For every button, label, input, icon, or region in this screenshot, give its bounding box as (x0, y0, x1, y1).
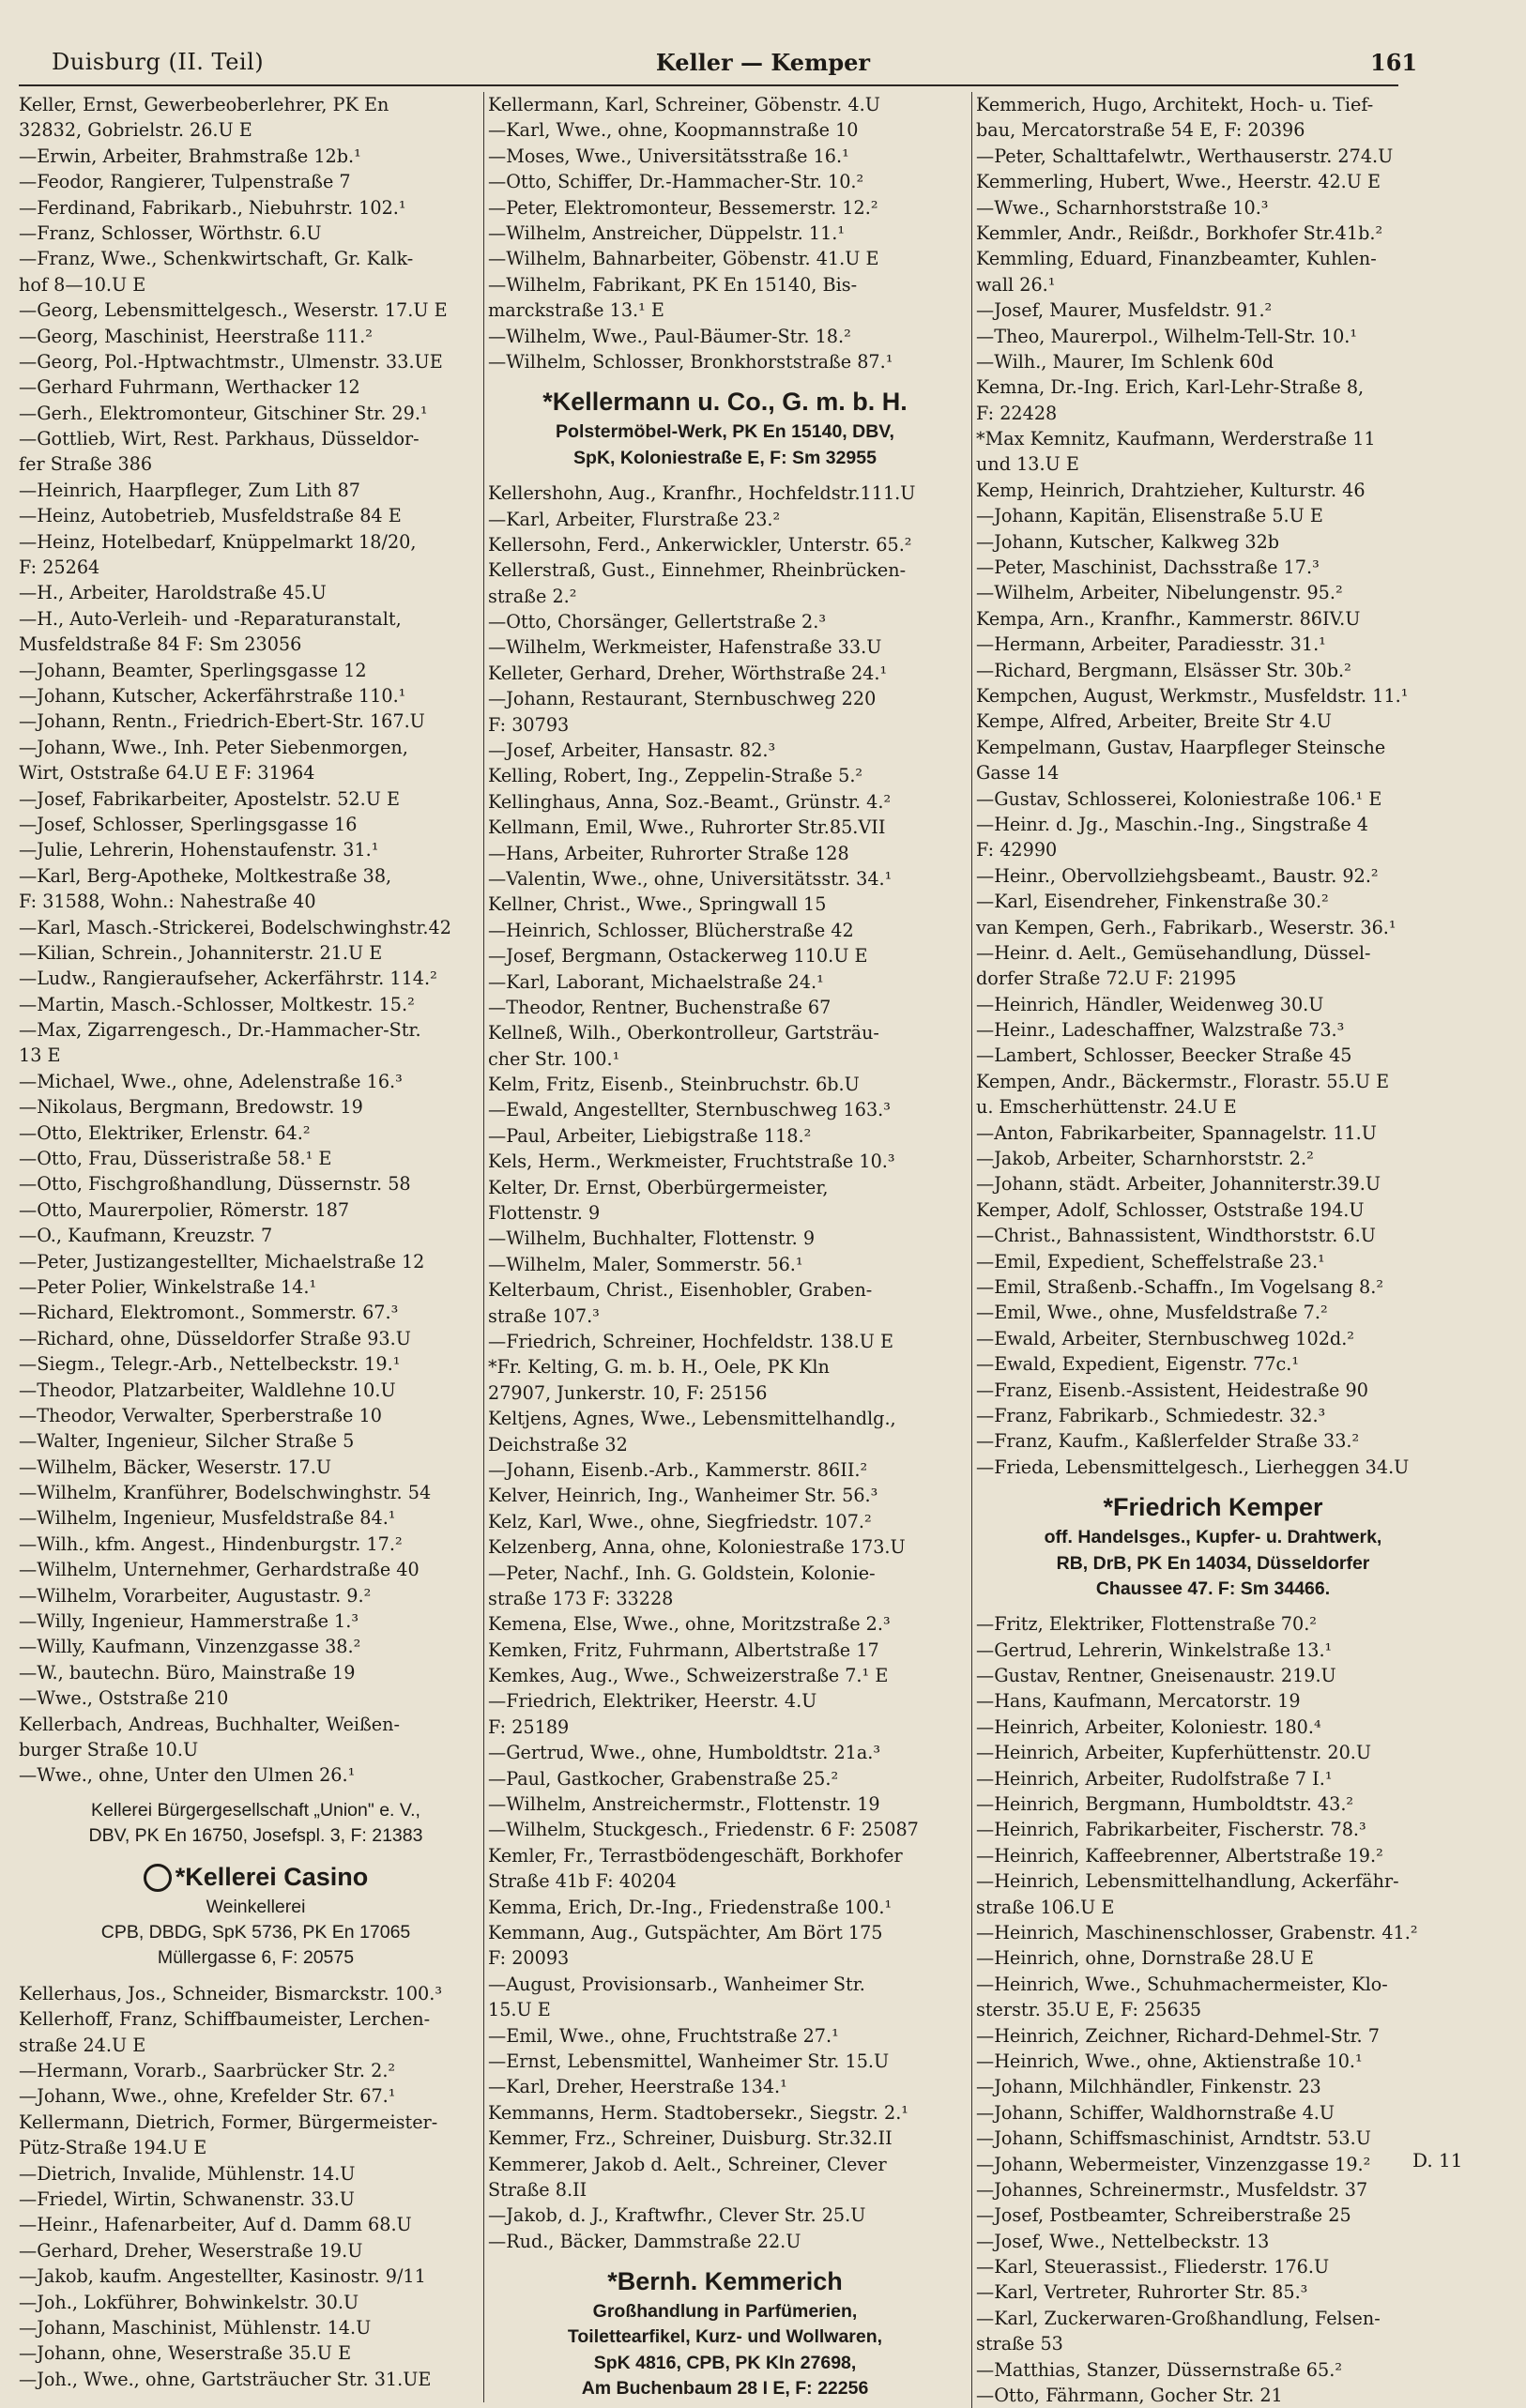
directory-entry-line: —Karl, Eisendreher, Finkenstraße 30.² (976, 891, 1329, 913)
directory-entry-line: —Wilhelm, Buchhalter, Flottenstr. 9 (488, 1227, 816, 1250)
directory-entry-line: 32832, Gobrielstr. 26.U E (19, 119, 252, 142)
directory-entry-line: —Wilhelm, Werkmeister, Hafenstraße 33.U (488, 636, 882, 659)
business-block-kellerei-casino (19, 1859, 493, 1972)
directory-entry-line: —Ernst, Lebensmittel, Wanheimer Str. 15.U (488, 2050, 890, 2072)
directory-entry-line: —Jakob, Arbeiter, Scharnhorststr. 2.² (976, 1148, 1314, 1170)
page-number: 161 (1370, 49, 1418, 76)
directory-entry-line: —Johann, Milchhändler, Finkenstr. 23 (976, 2076, 1321, 2098)
directory-entry-line: —Josef, Maurer, Musfeldstr. 91.² (976, 299, 1273, 322)
directory-entry-line: —Heinz, Autobetrieb, Musfeldstraße 84 E (19, 505, 402, 527)
directory-entry-line: Kelz, Karl, Wwe., ohne, Siegfriedstr. 107.² (488, 1510, 872, 1532)
directory-entry-line: van Kempen, Gerh., Fabrikarb., Weserstr. 36.¹ (976, 916, 1396, 938)
directory-entry-line: Kelling, Robert, Ing., Zeppelin-Straße 5.² (488, 765, 863, 787)
directory-entry-line: —Heinrich, Zeichner, Richard-Dehmel-Str. 7 (976, 2024, 1380, 2047)
directory-entry-line: —Josef, Schlosser, Sperlingsgasse 16 (19, 813, 358, 835)
directory-entry-line: —Otto, Maurerpolier, Römerstr. 187 (19, 1198, 350, 1221)
directory-entry-line: Kemna, Dr.-Ing. Erich, Karl-Lehr-Straße 8, (976, 376, 1365, 399)
directory-entry-line: —Christ., Bahnassistent, Windthorststr. 6.U (976, 1225, 1376, 1247)
business-title: *Friedrich Kemper (1103, 1493, 1323, 1522)
directory-entry-line: cher Str. 100.¹ (488, 1047, 620, 1070)
header-city: Duisburg (II. Teil) (52, 49, 265, 75)
directory-entry-line: —Gerhard Fuhrmann, Werthacker 12 (19, 376, 360, 399)
directory-entry-line: —Johann, Eisenb.-Arb., Kammerstr. 86II.² (488, 1458, 868, 1481)
directory-entry-line: —Johann, Wwe., ohne, Krefelder Str. 67.¹ (19, 2085, 396, 2108)
business-block-kellerei-union (19, 1798, 493, 1850)
directory-entry-line: —Heinrich, Lebensmittelhandlung, Ackerfähr- (976, 1870, 1399, 1893)
directory-entry-line: —Heinrich, Haarpfleger, Zum Lith 87 (19, 479, 360, 501)
directory-entry-line: —Johann, städt. Arbeiter, Johanniterstr.39.U (976, 1173, 1381, 1196)
directory-entry-line: —Friedrich, Schreiner, Hochfeldstr. 138.U E (488, 1331, 894, 1352)
directory-entry-line: —O., Kaufmann, Kreuzstr. 7 (19, 1225, 273, 1247)
directory-entry-line: —Franz, Fabrikarb., Schmiedestr. 32.³ (976, 1404, 1326, 1426)
directory-entry-line: straße 53 (976, 2333, 1063, 2355)
directory-entry-line: —Karl, Dreher, Heerstraße 134.¹ (488, 2076, 787, 2098)
directory-entry-line: Kemmer, Frz., Schreiner, Duisburg. Str.32.II (488, 2127, 893, 2150)
directory-entry-line: —Hans, Arbeiter, Ruhrorter Straße 128 (488, 842, 849, 864)
directory-entry-line: Keltjens, Agnes, Wwe., Lebensmittelhandlg., (488, 1408, 896, 1430)
directory-entry-line: Kellinghaus, Anna, Soz.-Beamt., Grünstr. 4.² (488, 790, 892, 813)
directory-entry-line: —Jakob, kaufm. Angestellter, Kasinostr. 9/11 (19, 2265, 426, 2288)
directory-entry-line: —Hermann, Arbeiter, Paradiesstr. 31.¹ (976, 633, 1326, 656)
directory-entry-line: 15.U E (488, 1999, 551, 2021)
business-line: Weinkellerei (206, 1896, 306, 1917)
directory-entry-line: Kelleter, Gerhard, Dreher, Wörthstraße 24.¹ (488, 662, 888, 684)
directory-entry-line: —Heinr. d. Aelt., Gemüsehandlung, Düssel- (976, 941, 1371, 964)
directory-entry-line: —Johann, Webermeister, Vinzenzgasse 19.² (976, 2153, 1371, 2175)
directory-entry-line: —Johann, Schiffsmaschinist, Arndtstr. 53.U (976, 2127, 1371, 2150)
directory-entry-line: —Emil, Wwe., ohne, Musfeldstraße 7.² (976, 1302, 1328, 1324)
directory-entry-line: —Heinrich, Bergmann, Humboldtstr. 43.² (976, 1793, 1354, 1816)
directory-entry-line: Kelzenberg, Anna, ohne, Koloniestraße 173.U (488, 1536, 906, 1559)
directory-entry-line: —Wilhelm, Unternehmer, Gerhardstraße 40 (19, 1559, 420, 1581)
directory-entry-line: —Karl, Wwe., ohne, Koopmannstraße 10 (488, 119, 859, 142)
directory-entry-line: hof 8—10.U E (19, 273, 146, 296)
directory-entry-line: —Wilhelm, Anstreichermstr., Flottenstr. 19 (488, 1793, 880, 1816)
directory-entry-line: Straße 41b F: 40204 (488, 1870, 677, 1893)
directory-entry-line: —Anton, Fabrikarbeiter, Spannagelstr. 11.U (976, 1121, 1377, 1144)
directory-entry-line: Kemma, Erich, Dr.-Ing., Friedenstraße 100.¹ (488, 1896, 893, 1918)
directory-entry-line: —Ferdinand, Fabrikarb., Niebuhrstr. 102.¹ (19, 196, 406, 219)
business-line: Am Buchenbaum 28 I E, F: 22256 (581, 2378, 869, 2400)
directory-entry-line: —Theodor, Platzarbeiter, Waldlehne 10.U (19, 1379, 396, 1401)
page-header (0, 0, 1526, 90)
directory-entry-line: —Theo, Maurerpol., Wilhelm-Tell-Str. 10.¹ (976, 325, 1358, 347)
directory-entry-line: —Karl, Steuerassist., Fliederstr. 176.U (976, 2256, 1330, 2278)
directory-entry-line: —Joh., Lokführer, Bohwinkelstr. 30.U (19, 2291, 359, 2313)
directory-entry-line: —Ewald, Arbeiter, Sternbuschweg 102d.² (976, 1327, 1354, 1349)
directory-entry-line: marckstraße 13.¹ E (488, 299, 664, 322)
directory-entry-line: —Josef, Bergmann, Ostackerweg 110.U E (488, 945, 868, 968)
directory-entry-line: —Walter, Ingenieur, Silcher Straße 5 (19, 1430, 355, 1453)
page-reference: D. 11 (1412, 2149, 1463, 2172)
directory-entry-line: —Wilhelm, Schlosser, Bronkhorststraße 87.¹ (488, 350, 893, 373)
company-logo-icon (144, 1864, 172, 1892)
directory-entry-line: —Heinr. d. Jg., Maschin.-Ing., Singstraße 4 (976, 813, 1368, 835)
directory-entry-line: —Heinrich, Arbeiter, Rudolfstraße 7 I.¹ (976, 1767, 1333, 1790)
directory-entry-line: —Wwe., Oststraße 210 (19, 1687, 229, 1710)
directory-entry-line: Kellerhoff, Franz, Schiffbaumeister, Lerchen- (19, 2008, 431, 2031)
business-title: *Kellerei Casino (175, 1862, 369, 1891)
directory-entry-line: Kemena, Else, Wwe., ohne, Moritzstraße 2.³ (488, 1613, 891, 1636)
business-title: *Bernh. Kemmerich (607, 2267, 843, 2296)
directory-entry-line: —Heinrich, Händler, Weidenweg 30.U (976, 993, 1324, 1015)
header-name-range: Keller — Kemper (655, 49, 871, 76)
directory-entry-line: —Heinz, Hotelbedarf, Knüppelmarkt 18/20, (19, 530, 417, 553)
directory-entry-line: —Willy, Kaufmann, Vinzenzgasse 38.² (19, 1636, 361, 1658)
column-3 (971, 92, 1450, 2408)
directory-entry-line: Kellermann, Karl, Schreiner, Göbenstr. 4.U (488, 94, 880, 115)
business-line: off. Handelsges., Kupfer- u. Drahtwerk, (1044, 1527, 1382, 1548)
directory-entry-line: —Wilhelm, Ingenieur, Musfeldstraße 84.¹ (19, 1507, 396, 1530)
directory-entry-line: —Heinr., Ladeschaffner, Walzstraße 73.³ (976, 1019, 1345, 1042)
directory-entry-line: —Johann, Kutscher, Ackerfährstraße 110.¹ (19, 684, 406, 707)
directory-entry-line: —Peter Polier, Winkelstraße 14.¹ (19, 1275, 317, 1298)
directory-entry-line: —Johann, Kutscher, Kalkweg 32b (976, 530, 1280, 553)
directory-entry-line: —Gerh., Elektromonteur, Gitschiner Str. 29.¹ (19, 402, 428, 424)
directory-entry-line: F: 42990 (976, 839, 1058, 861)
directory-entry-line: —Wilhelm, Anstreicher, Düppelstr. 11.¹ (488, 221, 846, 244)
business-line: Polstermöbel-Werk, PK En 15140, DBV, (556, 421, 894, 443)
directory-entry-line: —Joh., Wwe., ohne, Gartsträucher Str. 31.UE (19, 2368, 432, 2390)
directory-entry-line: Kellerbach, Andreas, Buchhalter, Weißen- (19, 1713, 400, 1735)
directory-entry-line: —Richard, Elektromont., Sommerstr. 67.³ (19, 1302, 399, 1324)
directory-entry-line: Gasse 14 (976, 762, 1060, 785)
directory-entry-line: Kemper, Adolf, Schlosser, Oststraße 194.U (976, 1198, 1365, 1221)
directory-entry-line: —Johannes, Schreinermstr., Musfeldstr. 37 (976, 2178, 1368, 2201)
directory-entry-line: —Heinrich, Wwe., ohne, Aktienstraße 10.¹ (976, 2050, 1363, 2072)
directory-entry-line: —Richard, Bergmann, Elsässer Str. 30b.² (976, 659, 1351, 681)
directory-entry-line: Wirt, Oststraße 64.U E F: 31964 (19, 762, 315, 785)
directory-entry-line: —Wilh., kfm. Angest., Hindenburgstr. 17.² (19, 1532, 403, 1555)
directory-entry-line: —Matthias, Stanzer, Düssernstraße 65.² (976, 2358, 1343, 2381)
directory-entry-line: —Wilhelm, Bahnarbeiter, Göbenstr. 41.U E (488, 248, 879, 270)
directory-entry-line: —Wwe., Scharnhorststraße 10.³ (976, 196, 1269, 219)
column-2 (483, 92, 962, 2402)
business-line: SpK, Koloniestraße E, F: Sm 32955 (573, 447, 877, 468)
directory-entry-line: —Paul, Arbeiter, Liebigstraße 118.² (488, 1124, 812, 1147)
directory-entry-line: Kellermann, Dietrich, Former, Bürgermeister- (19, 2111, 438, 2133)
directory-entry-line: —Gertrud, Lehrerin, Winkelstraße 13.¹ (976, 1638, 1333, 1661)
directory-entry-line: —Erwin, Arbeiter, Brahmstraße 12b.¹ (19, 145, 361, 167)
directory-entry-line: 27907, Junkerstr. 10, F: 25156 (488, 1381, 768, 1404)
directory-entry-line: dorfer Straße 72.U F: 21995 (976, 968, 1237, 990)
directory-entry-line: —Lambert, Schlosser, Beecker Straße 45 (976, 1044, 1352, 1067)
directory-entry-line: bau, Mercatorstraße 54 E, F: 20396 (976, 119, 1305, 142)
directory-entry-line: —Ewald, Angestellter, Sternbuschweg 163.³ (488, 1099, 891, 1121)
directory-entry-line: Straße 8.II (488, 2178, 588, 2201)
directory-entry-line: —Gerhard, Dreher, Weserstraße 19.U (19, 2239, 363, 2262)
directory-entry-line: Deichstraße 32 (488, 1433, 628, 1455)
business-block-friedrich-kemper (976, 1489, 1450, 1602)
directory-entry-line: —Heinrich, Schlosser, Blücherstraße 42 (488, 919, 854, 941)
directory-entry-line: —Feodor, Rangierer, Tulpenstraße 7 (19, 171, 351, 193)
directory-entry-line: —Johann, Beamter, Sperlingsgasse 12 (19, 659, 367, 681)
directory-entry-line: —Wilhelm, Wwe., Paul-Bäumer-Str. 18.² (488, 325, 851, 347)
directory-entry-line: Kelver, Heinrich, Ing., Wanheimer Str. 56.³ (488, 1485, 878, 1507)
column-2-entries-b (488, 480, 962, 2254)
directory-entry-line: Kemmler, Andr., Reißdr., Borkhofer Str.41b.² (976, 221, 1383, 244)
directory-entry-line: —August, Provisionsarb., Wanheimer Str. (488, 1973, 865, 1995)
directory-entry-line: —Georg, Maschinist, Heerstraße 111.² (19, 325, 373, 347)
business-line: Großhandlung in Parfümerien, (592, 2301, 858, 2323)
directory-entry-line: —Jakob, d. J., Kraftwfhr., Clever Str. 25.U (488, 2204, 866, 2227)
directory-entry-line: —Karl, Berg-Apotheke, Moltkestraße 38, (19, 864, 392, 887)
directory-entry-line: Kempchen, August, Werkmstr., Musfeldstr. 11.¹ (976, 684, 1409, 707)
directory-entry-line: —Emil, Wwe., ohne, Fruchtstraße 27.¹ (488, 2024, 839, 2047)
business-line: SpK 4816, CPB, PK Kln 27698, (593, 2352, 857, 2373)
business-line: RB, DrB, PK En 14034, Düsseldorfer (1056, 1552, 1370, 1574)
directory-entry-line: —Siegm., Telegr.-Arb., Nettelbeckstr. 19.¹ (19, 1353, 401, 1376)
directory-entry-line: —Johann, ohne, Weserstraße 35.U E (19, 2342, 352, 2365)
directory-entry-line: —Nikolaus, Bergmann, Bredowstr. 19 (19, 1096, 363, 1119)
directory-entry-line: —Georg, Lebensmittelgesch., Weserstr. 17.U E (19, 299, 448, 322)
column-1-entries-b (19, 1981, 493, 2392)
directory-entry-line: sterstr. 35.U E, F: 25635 (976, 1999, 1202, 2021)
directory-entry-line: —Wwe., ohne, Unter den Ulmen 26.¹ (19, 1764, 356, 1787)
directory-entry-line: —W., bautechn. Büro, Mainstraße 19 (19, 1661, 356, 1684)
directory-entry-line: —Wilhelm, Kranführer, Bodelschwinghstr. 54 (19, 1482, 432, 1504)
directory-entry-line: —Fritz, Elektriker, Flottenstraße 70.² (976, 1613, 1317, 1636)
directory-entry-line: —Franz, Schlosser, Wörthstr. 6.U (19, 221, 322, 244)
directory-entry-line: —Otto, Fischgroßhandlung, Düssernstr. 58 (19, 1173, 411, 1196)
directory-entry-line: Kellerstraß, Gust., Einnehmer, Rheinbrücken- (488, 559, 907, 582)
directory-entry-line: —Ludw., Rangieraufseher, Ackerfährstr. 114.² (19, 968, 437, 990)
business-line: Kellerei Bürgergesellschaft „Union" e. V., (91, 1799, 420, 1821)
directory-entry-line: und 13.U E (976, 453, 1079, 476)
directory-entry-line: —Heinr., Obervollziehgsbeamt., Baustr. 92.² (976, 864, 1379, 887)
directory-entry-line: Kemmerer, Jakob d. Aelt., Schreiner, Clever (488, 2153, 887, 2175)
directory-entry-line: —Johann, Kapitän, Elisenstraße 5.U E (976, 505, 1323, 527)
directory-entry-line: Kelterbaum, Christ., Eisenhobler, Graben- (488, 1279, 873, 1302)
directory-entry-line: —Heinrich, Maschinenschlosser, Grabenstr. 41.² (976, 1922, 1418, 1943)
business-title: *Kellermann u. Co., G. m. b. H. (542, 388, 908, 417)
directory-entry-line: —Martin, Masch.-Schlosser, Moltkestr. 15.² (19, 993, 415, 1015)
directory-entry-line: F: 25189 (488, 1715, 570, 1738)
directory-entry-line: —Friedel, Wirtin, Schwanenstr. 33.U (19, 2187, 355, 2210)
directory-entry-line: —Heinrich, Arbeiter, Kupferhüttenstr. 20.U (976, 1742, 1372, 1764)
directory-entry-line: —Michael, Wwe., ohne, Adelenstraße 16.³ (19, 1070, 403, 1092)
column-1-entries-a (19, 92, 493, 1789)
directory-entry-line: —Wilhelm, Arbeiter, Nibelungenstr. 95.² (976, 582, 1343, 604)
directory-entry-line: —Wilh., Maurer, Im Schlenk 60d (976, 350, 1274, 373)
directory-entry-line: straße 107.³ (488, 1304, 600, 1327)
directory-entry-line: —Emil, Straßenb.-Schaffn., Im Vogelsang 8.² (976, 1275, 1384, 1298)
directory-entry-line: Kemmerling, Hubert, Wwe., Heerstr. 42.U E (976, 171, 1381, 193)
directory-entry-line: —Gustav, Rentner, Gneisenaustr. 219.U (976, 1665, 1336, 1687)
business-block-kemmerich (488, 2263, 962, 2402)
directory-entry-line: —Karl, Zuckerwaren-Großhandlung, Felsen- (976, 2307, 1381, 2329)
directory-entry-line: —Max, Zigarrengesch., Dr.-Hammacher-Str. (19, 1019, 421, 1042)
directory-entry-line: —Hermann, Vorarb., Saarbrücker Str. 2.² (19, 2059, 396, 2081)
directory-entry-line: —Otto, Frau, Düsseristraße 58.¹ E (19, 1148, 332, 1170)
directory-entry-line: —Heinrich, Kaffeebrenner, Albertstraße 19.² (976, 1844, 1383, 1867)
directory-entry-line: —Willy, Ingenieur, Hammerstraße 1.³ (19, 1610, 359, 1633)
directory-entry-line: —Heinrich, ohne, Dornstraße 28.U E (976, 1947, 1314, 1970)
directory-entry-line: F: 22428 (976, 402, 1058, 424)
directory-entry-line: —Otto, Fährmann, Gocher Str. 21 (976, 2385, 1283, 2407)
directory-entry-line: —Karl, Laborant, Michaelstraße 24.¹ (488, 970, 824, 993)
directory-entry-line: —Friedrich, Elektriker, Heerstr. 4.U (488, 1690, 817, 1713)
directory-entry-line: straße 106.U E (976, 1896, 1115, 1918)
directory-entry-line: Kemmerich, Hugo, Architekt, Hoch- u. Tief- (976, 94, 1374, 115)
directory-entry-line: —Franz, Wwe., Schenkwirtschaft, Gr. Kalk- (19, 248, 414, 270)
directory-entry-line: —Wilhelm, Fabrikant, PK En 15140, Bis- (488, 273, 858, 296)
directory-entry-line: Kellershohn, Aug., Kranfhr., Hochfeldstr.111.U (488, 482, 916, 505)
directory-entry-line: Kemmann, Aug., Gutspächter, Am Bört 175 (488, 1921, 883, 1943)
directory-entry-line: —Johann, Rentn., Friedrich-Ebert-Str. 167.U (19, 710, 425, 733)
directory-entry-line: —Valentin, Wwe., ohne, Universitätsstr. 34.¹ (488, 867, 893, 890)
directory-entry-line: Kempe, Alfred, Arbeiter, Breite Str 4.U (976, 710, 1332, 733)
directory-entry-line: wall 26.¹ (976, 273, 1056, 296)
business-line: Müllergasse 6, F: 20575 (157, 1947, 355, 1969)
directory-entry-line: —Heinrich, Fabrikarbeiter, Fischerstr. 78.³ (976, 1819, 1366, 1841)
directory-entry-line: F: 25264 (19, 556, 100, 579)
directory-entry-line: Flottenstr. 9 (488, 1202, 601, 1225)
directory-entry-line: —Josef, Arbeiter, Hansastr. 82.³ (488, 739, 776, 762)
directory-entry-line: —Wilhelm, Stuckgesch., Friedenstr. 6 F: 25087 (488, 1819, 919, 1841)
business-line: Chaussee 47. F: Sm 34466. (1095, 1577, 1331, 1599)
directory-entry-line: —Heinrich, Arbeiter, Koloniestr. 180.⁴ (976, 1715, 1321, 1738)
directory-entry-line: —Heinrich, Wwe., Schuhmachermeister, Klo- (976, 1973, 1388, 1995)
column-2-entries-a (488, 92, 962, 374)
business-block-kellermann-co (488, 384, 962, 471)
column-1 (19, 92, 493, 2392)
directory-entry-line: —Wilhelm, Vorarbeiter, Augustastr. 9.² (19, 1584, 372, 1607)
directory-entry-line: —Ewald, Expedient, Eigenstr. 77c.¹ (976, 1353, 1300, 1376)
directory-entry-line: Kemkes, Aug., Wwe., Schweizerstraße 7.¹ E (488, 1665, 889, 1687)
directory-entry-line: —Franz, Eisenb.-Assistent, Heidestraße 90 (976, 1379, 1368, 1401)
directory-entry-line: u. Emscherhüttenstr. 24.U E (976, 1096, 1237, 1119)
directory-entry-line: —Gottlieb, Wirt, Rest. Parkhaus, Düsseldor- (19, 428, 420, 450)
directory-entry-line: Keller, Ernst, Gewerbeoberlehrer, PK En (19, 94, 389, 115)
directory-entry-line: —Johann, Restaurant, Sternbuschweg 220 (488, 688, 877, 710)
directory-entry-line: —Karl, Arbeiter, Flurstraße 23.² (488, 508, 781, 530)
directory-entry-line: —Heinr., Hafenarbeiter, Auf d. Damm 68.U (19, 2214, 412, 2236)
directory-entry-line: 13 E (19, 1044, 61, 1067)
directory-entry-line: —Wilhelm, Maler, Sommerstr. 56.¹ (488, 1253, 803, 1275)
directory-entry-line: *Fr. Kelting, G. m. b. H., Oele, PK Kln (488, 1356, 830, 1379)
directory-entry-line: straße 173 F: 33228 (488, 1587, 674, 1609)
directory-entry-line: —Josef, Postbeamter, Schreiberstraße 25 (976, 2204, 1351, 2227)
directory-entry-line: —Johann, Schiffer, Waldhornstraße 4.U (976, 2101, 1335, 2124)
directory-entry-line: straße 24.U E (19, 2034, 146, 2056)
directory-entry-line: —Paul, Gastkocher, Grabenstraße 25.² (488, 1767, 839, 1790)
directory-entry-line: Kelter, Dr. Ernst, Oberbürgermeister, (488, 1176, 829, 1198)
directory-entry-line: —Dietrich, Invalide, Mühlenstr. 14.U (19, 2162, 356, 2185)
directory-entry-line: Kempa, Arn., Kranfhr., Kammerstr. 86IV.U (976, 607, 1361, 630)
directory-entry-line: F: 31588, Wohn.: Nahestraße 40 (19, 891, 316, 913)
directory-entry-line: Kemmling, Eduard, Finanzbeamter, Kuhlen- (976, 248, 1377, 270)
directory-entry-line: —H., Arbeiter, Haroldstraße 45.U (19, 582, 327, 604)
directory-entry-line: Kempen, Andr., Bäckermstr., Florastr. 55.U E (976, 1070, 1390, 1092)
directory-entry-line: Kemp, Heinrich, Drahtzieher, Kulturstr. 46 (976, 479, 1366, 501)
directory-entry-line: Musfeldstraße 84 F: Sm 23056 (19, 633, 302, 656)
directory-entry-line: Pütz-Straße 194.U E (19, 2137, 207, 2159)
column-3-entries-a (976, 92, 1450, 1480)
directory-entry-line: —Karl, Vertreter, Ruhrorter Str. 85.³ (976, 2281, 1308, 2304)
business-line: DBV, PK En 16750, Josefspl. 3, F: 21383 (88, 1825, 423, 1847)
directory-entry-line: —Rud., Bäcker, Dammstraße 22.U (488, 2230, 801, 2252)
directory-entry-line: —Theodor, Verwalter, Sperberstraße 10 (19, 1404, 382, 1426)
directory-entry-line: —Gertrud, Wwe., ohne, Humboldtstr. 21a.³ (488, 1742, 881, 1764)
directory-entry-line: —Frieda, Lebensmittelgesch., Lierheggen 34.U (976, 1455, 1410, 1478)
directory-entry-line: F: 30793 (488, 713, 570, 736)
directory-entry-line: —Josef, Fabrikarbeiter, Apostelstr. 52.U E (19, 787, 400, 810)
directory-entry-line: —Josef, Wwe., Nettelbeckstr. 13 (976, 2230, 1270, 2252)
directory-entry-line: Kellersohn, Ferd., Ankerwickler, Unterstr. 65.² (488, 533, 912, 556)
directory-entry-line: —Theodor, Rentner, Buchenstraße 67 (488, 996, 832, 1018)
directory-entry-line: straße 2.² (488, 585, 577, 607)
directory-entry-line: —Georg, Pol.-Hptwachtmstr., Ulmenstr. 33.UE (19, 350, 443, 373)
directory-entry-line: —Peter, Schalttafelwtr., Werthauserstr. 274.U (976, 145, 1394, 167)
directory-entry-line: —Gustav, Schlosserei, Koloniestraße 106.¹ E (976, 787, 1382, 810)
directory-entry-line: —Otto, Schiffer, Dr.-Hammacher-Str. 10.² (488, 171, 864, 193)
directory-entry-line: Kemmanns, Herm. Stadtobersekr., Siegstr. 2.¹ (488, 2101, 908, 2124)
directory-entry-line: Kels, Herm., Werkmeister, Fruchtstraße 10.³ (488, 1151, 895, 1173)
directory-entry-line: fer Straße 386 (19, 453, 153, 476)
directory-entry-line: *Max Kemnitz, Kaufmann, Werderstraße 11 (976, 428, 1376, 450)
header-rule (19, 84, 1398, 86)
directory-entry-line: —Otto, Elektriker, Erlenstr. 64.² (19, 1121, 311, 1144)
column-3-entries-b (976, 1611, 1450, 2408)
directory-entry-line: —Peter, Nachf., Inh. G. Goldstein, Kolonie- (488, 1562, 876, 1584)
directory-entry-line: burger Straße 10.U (19, 1739, 199, 1760)
directory-entry-line: —H., Auto-Verleih- und -Reparaturanstalt, (19, 607, 402, 630)
directory-entry-line: Kellmann, Emil, Wwe., Ruhrorter Str.85.VII (488, 816, 886, 839)
directory-entry-line: —Johann, Wwe., Inh. Peter Siebenmorgen, (19, 736, 408, 758)
directory-entry-line: Kempelmann, Gustav, Haarpfleger Steinsche (976, 736, 1386, 758)
directory-entry-line: —Otto, Chorsänger, Gellertstraße 2.³ (488, 611, 827, 633)
directory-entry-line: F: 20093 (488, 1947, 570, 1970)
directory-entry-line: —Wilhelm, Bäcker, Weserstr. 17.U (19, 1455, 332, 1478)
directory-entry-line: —Peter, Maschinist, Dachsstraße 17.³ (976, 556, 1320, 579)
directory-entry-line: Kellerhaus, Jos., Schneider, Bismarckstr. 100.³ (19, 1982, 443, 2004)
directory-entry-line: Kellner, Christ., Wwe., Springwall 15 (488, 893, 827, 916)
directory-entry-line: —Richard, ohne, Düsseldorfer Straße 93.U (19, 1327, 411, 1349)
directory-entry-line: —Johann, Maschinist, Mühlenstr. 14.U (19, 2316, 372, 2339)
directory-entry-line: —Moses, Wwe., Universitätsstraße 16.¹ (488, 145, 849, 167)
business-line: Toilettearfikel, Kurz- und Wollwaren, (567, 2326, 883, 2348)
directory-entry-line: —Hans, Kaufmann, Mercatorstr. 19 (976, 1690, 1301, 1713)
directory-entry-line: —Peter, Elektromonteur, Bessemerstr. 12.² (488, 196, 878, 219)
directory-entry-line: —Julie, Lehrerin, Hohenstaufenstr. 31.¹ (19, 839, 379, 861)
directory-entry-line: —Kilian, Schrein., Johanniterstr. 21.U E (19, 941, 383, 964)
directory-entry-line: Kellneß, Wilh., Oberkontrolleur, Gartsträu- (488, 1022, 879, 1044)
directory-entry-line: Kemler, Fr., Terrastbödengeschäft, Borkhofer (488, 1844, 903, 1867)
directory-entry-line: —Peter, Justizangestellter, Michaelstraße 12 (19, 1250, 425, 1273)
directory-entry-line: —Franz, Kaufm., Kaßlerfelder Straße 33.² (976, 1430, 1360, 1453)
directory-entry-line: Kemken, Fritz, Fuhrmann, Albertstraße 17 (488, 1638, 879, 1661)
directory-entry-line: Kelm, Fritz, Eisenb., Steinbruchstr. 6b.U (488, 1074, 860, 1096)
business-line: CPB, DBDG, SpK 5736, PK En 17065 (100, 1922, 411, 1943)
directory-entry-line: —Emil, Expedient, Scheffelstraße 23.¹ (976, 1250, 1325, 1273)
directory-entry-line: —Karl, Masch.-Strickerei, Bodelschwinghstr.42 (19, 916, 451, 938)
